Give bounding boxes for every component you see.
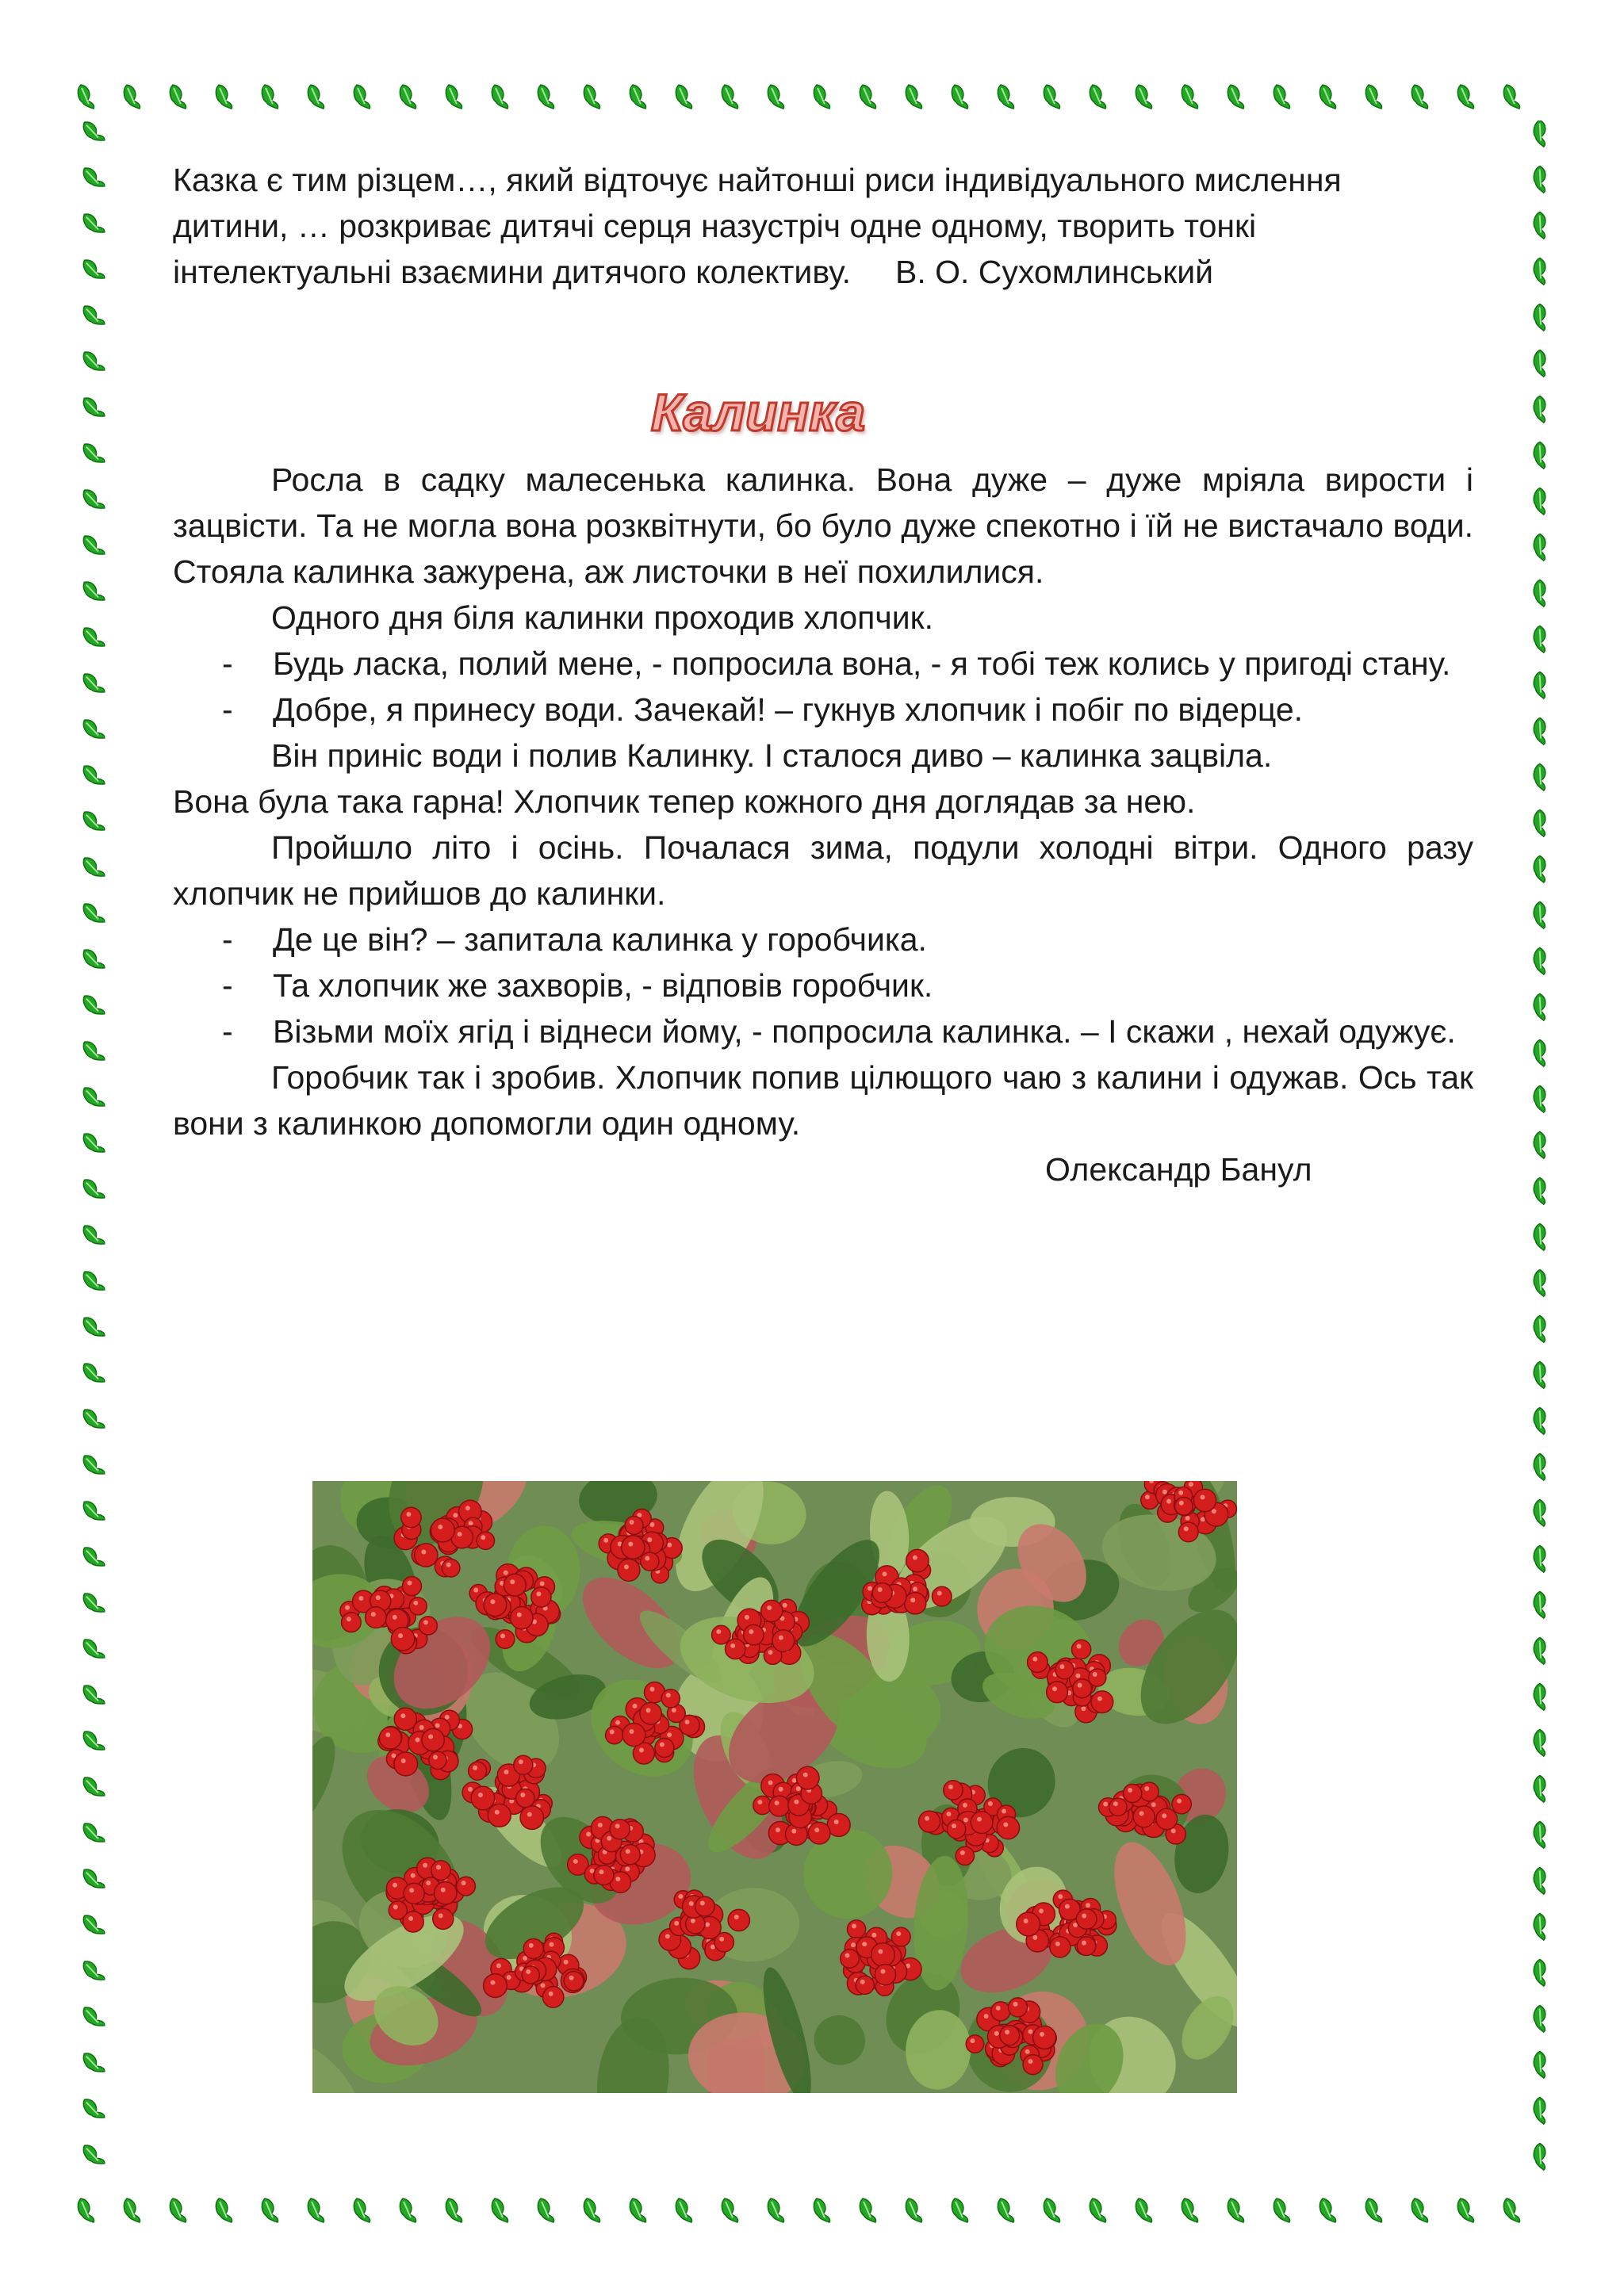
dialogue-line-1-text: Будь ласка, полий мене, - попросила вона, - я тобі теж колись у пригоді стану. (273, 645, 1451, 682)
dash-mark: - (222, 691, 233, 728)
border-bottom (73, 2191, 1557, 2228)
dialogue-line-4-text: Та хлопчик же захворів, - відповів горобчик. (273, 967, 933, 1004)
paragraph-3: Він приніс води і полив Калинку. І сталося диво – калинка зацвіла. (271, 737, 1273, 774)
epigraph-author: В. О. Сухомлинський (895, 254, 1214, 290)
border-top (73, 78, 1557, 114)
leaf-border-bottom-icon (73, 2191, 1557, 2228)
leaf-border-right-icon (1521, 121, 1557, 2191)
leaf-border-top-icon (73, 78, 1557, 114)
dialogue-line-5-text: Візьми моїх ягід і віднеси йому, - попросила калинка. – І скажи , нехай одужує. (273, 1013, 1456, 1050)
epigraph-line-2: дитини, … розкриває дитячі серця назустріч одне одному, творить тонкі (173, 208, 1257, 244)
viburnum-photo (312, 1481, 1237, 2093)
dialogue-line-3 (173, 916, 1473, 962)
story-signature: Олександр Банул (1045, 1151, 1312, 1188)
epigraph (173, 157, 1473, 295)
border-right (1521, 121, 1557, 2191)
paragraph-1: Росла в садку малесенька калинка. Вона дуже – дуже мріяла вирости і зацвісти. Та не могла вона розквітнути, бо було дуже спекотно і їй не вистачало води. Стояла калинка зажурена, аж листочки в неї похилилися. (173, 461, 1473, 590)
paragraph-5: Горобчик так і зробив. Хлопчик попив цілющого чаю з калини і одужав. Ось так вони з калинкою допомогли один одному. (173, 1059, 1473, 1142)
paragraph-3-continued: Вона була така гарна! Хлопчик тепер кожного дня доглядав за нею. (173, 783, 1196, 820)
dialogue-line-4 (173, 962, 1473, 1008)
viburnum-berries-icon (312, 1481, 1237, 2093)
epigraph-line-1: Казка є тим різцем…, який відточує найтонші риси індивідуального мислення (173, 162, 1342, 198)
dash-mark: - (222, 967, 233, 1004)
dash-mark: - (222, 645, 233, 682)
dialogue-line-2-text: Добре, я принесу води. Зачекай! – гукнув хлопчик і побіг по відерце. (273, 691, 1304, 728)
story-title: Калинка (650, 383, 866, 442)
story-body (173, 457, 1473, 1192)
dialogue-line-3-text: Де це він? – запитала калинка у горобчика. (273, 921, 927, 958)
paragraph-2: Одного дня біля калинки проходив хлопчик. (271, 599, 933, 636)
epigraph-line-3 (173, 249, 1473, 295)
paragraph-4: Пройшло літо і осінь. Почалася зима, подули холодні вітри. Одного разу хлопчик не прийшов до калинки. (173, 829, 1473, 912)
epigraph-line-3-text: інтелектуальні взаємини дитячого колективу. (173, 254, 851, 290)
dialogue-line-2 (173, 687, 1473, 733)
dash-mark: - (222, 921, 233, 958)
dash-mark: - (222, 1013, 233, 1050)
dialogue-line-5 (173, 1008, 1473, 1054)
dialogue-line-1 (173, 641, 1473, 687)
